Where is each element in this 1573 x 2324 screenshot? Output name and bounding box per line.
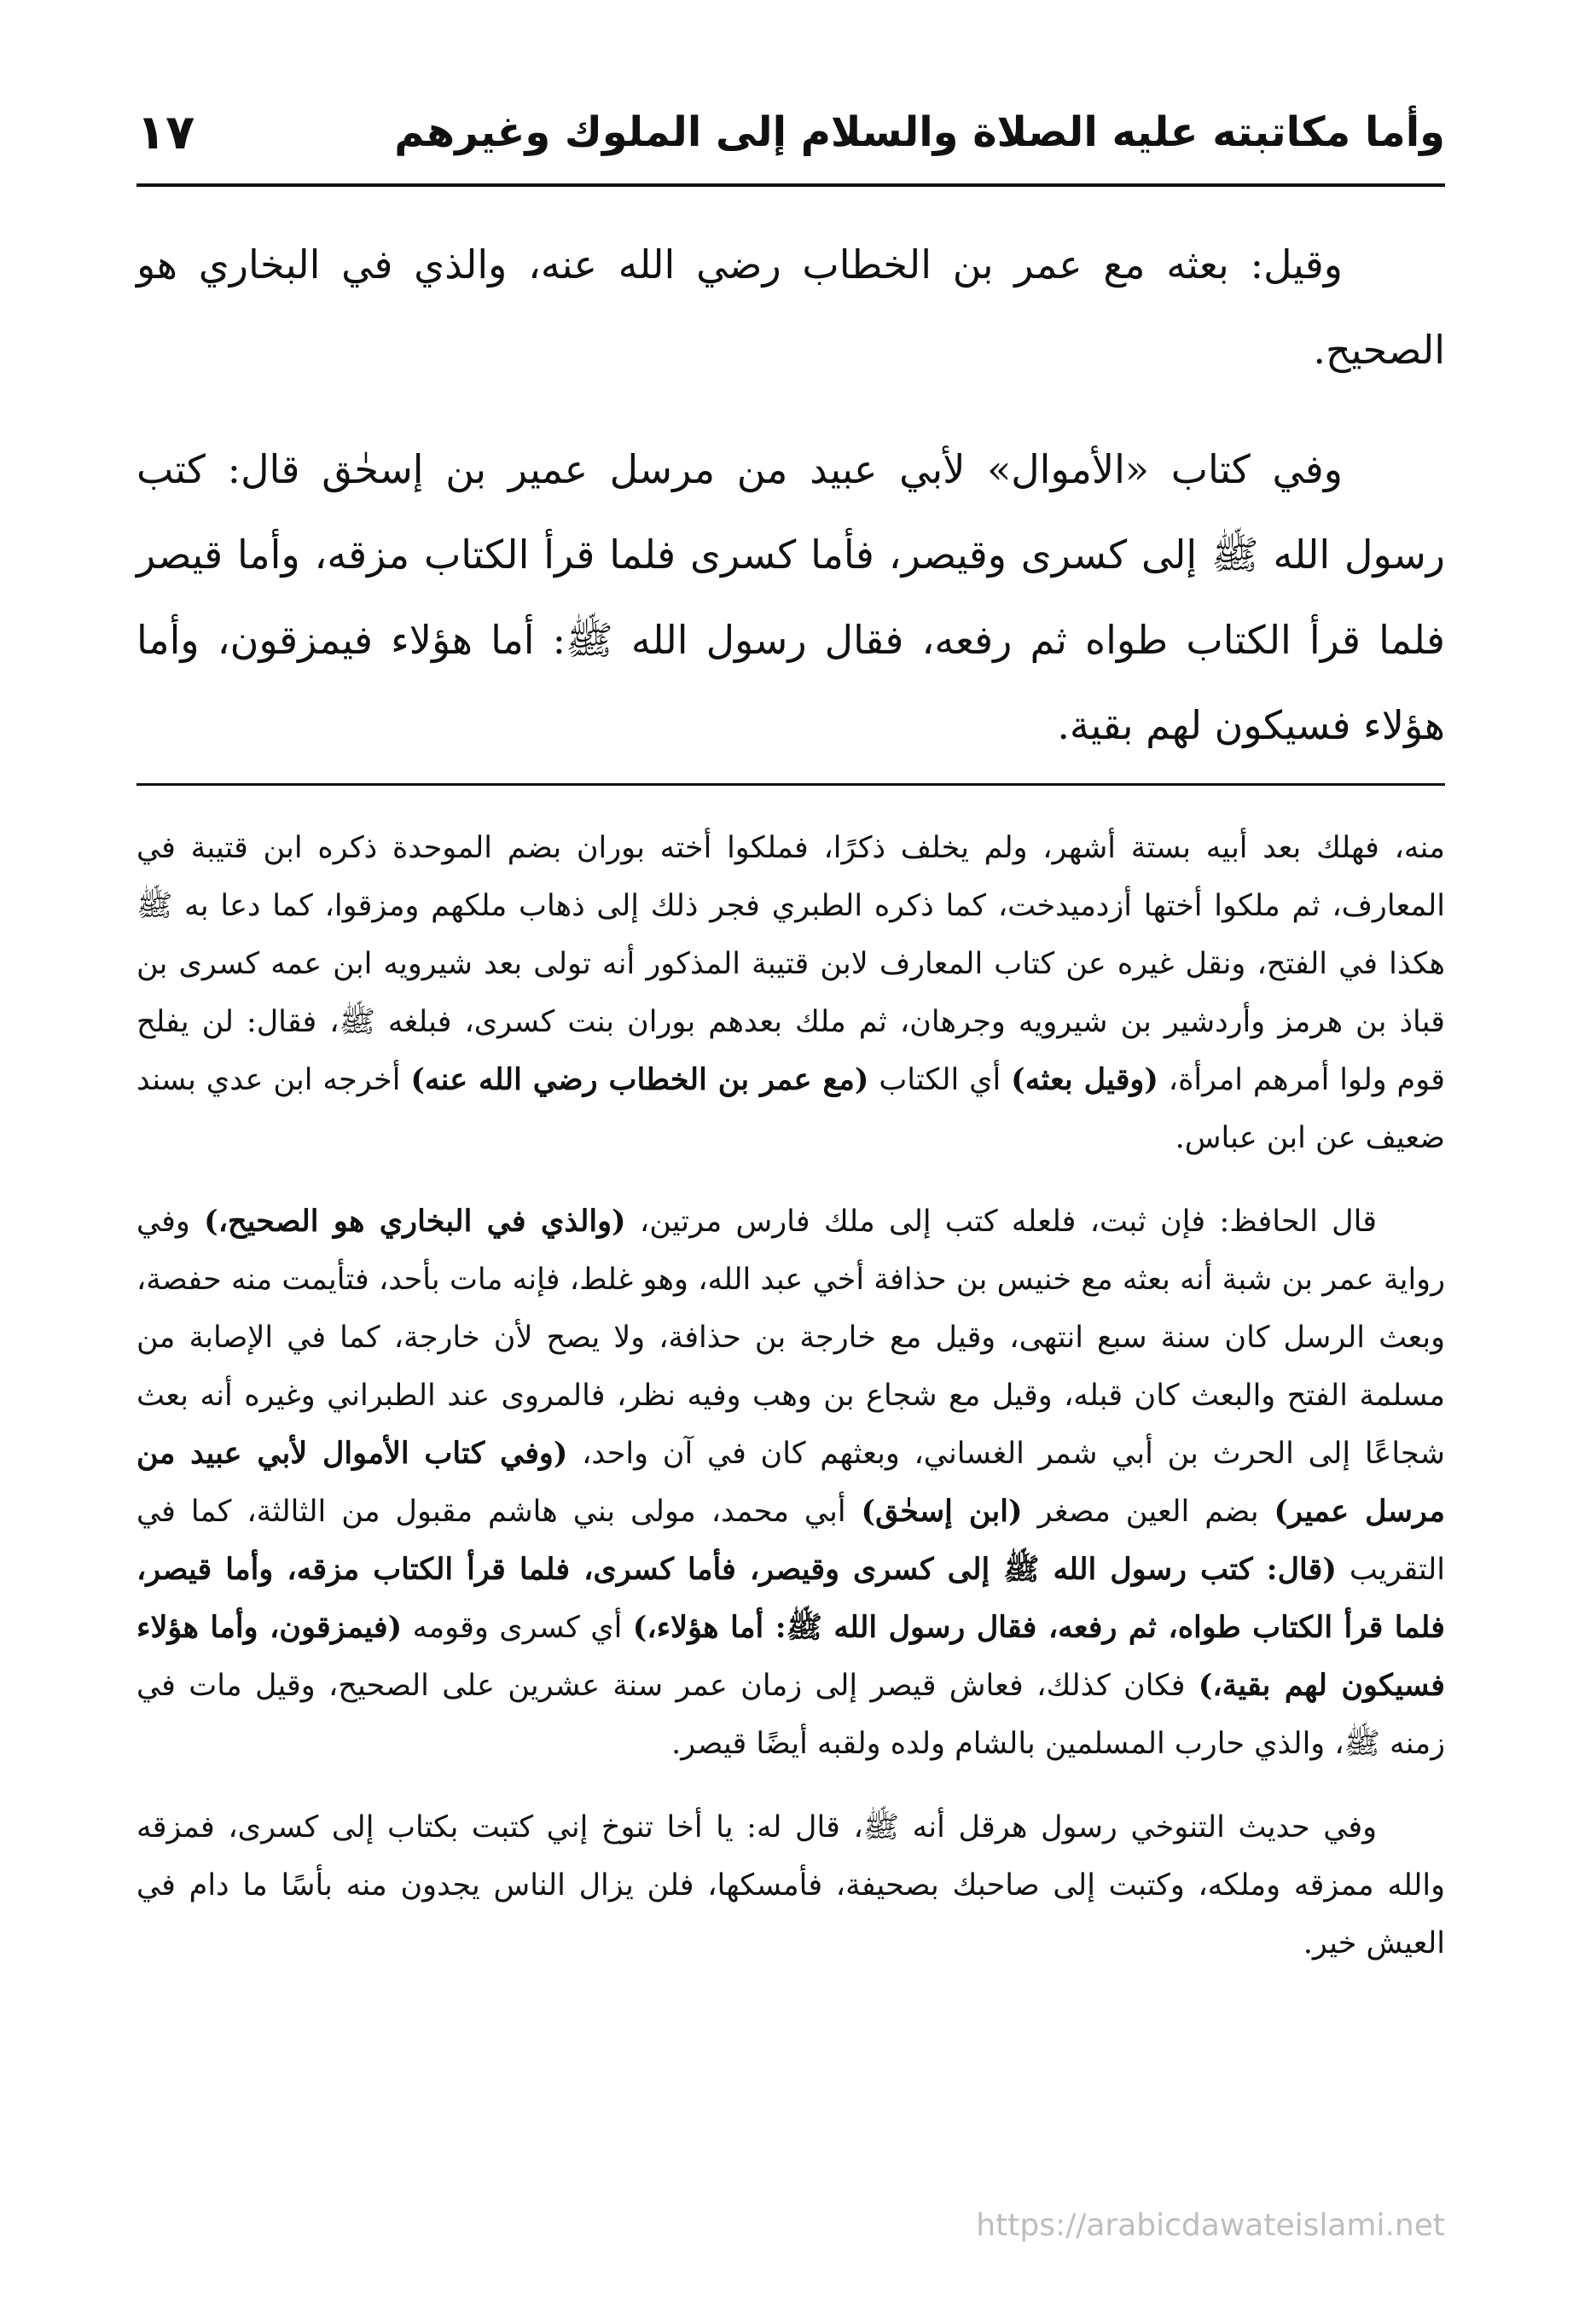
quoted-phrase: (مع عمر بن الخطاب رضي الله عنه) bbox=[410, 1062, 869, 1097]
quoted-phrase: (فيمزقون، وأما هؤلاء فسيكون لهم بقية،) bbox=[136, 1610, 1445, 1703]
commentary bbox=[136, 819, 1445, 1998]
running-title: وأما مكاتبته عليه الصلاة والسلام إلى الملوك وغيرهم bbox=[394, 108, 1445, 156]
main-paragraph-2: وفي كتاب «الأموال» لأبي عبيد من مرسل عمير بن إسحٰق قال: كتب رسول الله ﷺ إلى كسرى وقيصر، فأما كسرى فلما قرأ الكتاب مزقه، وأما قيصر فلما قرأ الكتاب طواه ثم رفعه، فقال رسول الله ﷺ: أما هؤلاء فيمزقون، وأما هؤلاء فسيكون لهم بقية. bbox=[136, 446, 1445, 748]
commentary-text: أي الكتاب bbox=[868, 1063, 1012, 1097]
commentary-paragraph-2 bbox=[136, 1193, 1445, 1773]
commentary-text: أخرجه ابن عدي بسند ضعيف عن ابن عباس. bbox=[136, 1063, 1445, 1155]
commentary-text: أي كسرى وقومه bbox=[402, 1611, 633, 1645]
quoted-phrase: (ابن إسحٰق) bbox=[861, 1494, 1023, 1529]
quoted-phrase: (والذي في البخاري هو الصحيح،) bbox=[204, 1204, 626, 1239]
commentary-text: وفي رواية عمر بن شبة أنه بعثه مع خنيس بن حذافة أخي عبد الله، وهو غلط، فإنه مات بأحد، فتأيمت منه حفصة، وبعث الرسل كان سنة سبع انتهى، وقيل مع خارجة بن حذافة، ولا يصح لأن خارجة، كما في الإصابة من مسلمة الفتح والبعث كان قبله، وقيل مع شجاع بن وهب وفيه نظر، فالمروى عند الطبراني وغيره أنه بعث شجاعًا إلى الحرث بن أبي شمر الغساني، وبعثهم كان في آن واحد، bbox=[136, 1205, 1445, 1471]
commentary-paragraph-3: وفي حديث التنوخي رسول هرقل أنه ﷺ، قال له: يا أخا تنوخ إني كتبت بكتاب إلى كسرى، فمزقه والله ممزقه وملكه، وكتبت إلى صاحبك بصحيفة، فأمسكها، فلن يزال الناس يجدون منه بأسًا ما دام في العيش خير. bbox=[136, 1810, 1445, 1961]
watermark-url: https://arabicdawateislami.net bbox=[976, 2208, 1445, 2243]
page-number: ١٧ bbox=[136, 104, 195, 160]
quoted-phrase: (قال: كتب رسول الله ﷺ إلى كسرى وقيصر، فأما كسرى، فلما قرأ الكتاب مزقه، وأما قيصر، فلما قرأ الكتاب طواه، ثم رفعه، فقال رسول الله ﷺ: أما هؤلاء،) bbox=[136, 1552, 1445, 1645]
footnote-divider bbox=[136, 783, 1445, 786]
commentary-text: قال الحافظ: فإن ثبت، فلعله كتب إلى ملك فارس مرتين، bbox=[625, 1205, 1377, 1239]
page-header bbox=[136, 90, 1445, 175]
commentary-text: بضم العين مصغر bbox=[1022, 1495, 1274, 1529]
commentary-paragraph-1 bbox=[136, 819, 1445, 1167]
main-paragraph-1: وقيل: بعثه مع عمر بن الخطاب رضي الله عنه، والذي في البخاري هو الصحيح. bbox=[136, 241, 1445, 373]
quoted-phrase: (وفي كتاب الأموال لأبي عبيد من مرسل عمير) bbox=[136, 1436, 1445, 1529]
main-text bbox=[136, 222, 1445, 802]
header-rule bbox=[136, 183, 1445, 187]
commentary-text: أبي محمد، مولى بني هاشم مقبول من الثالثة، كما في التقريب bbox=[136, 1495, 1446, 1587]
commentary-text: فكان كذلك، فعاش قيصر إلى زمان عمر سنة عشرين على الصحيح، وقيل مات في زمنه ﷺ، والذي حارب المسلمين بالشام ولده ولقبه أيضًا قيصر. bbox=[136, 1669, 1445, 1761]
commentary-text: منه، فهلك بعد أبيه بستة أشهر، ولم يخلف ذكرًا، فملكوا أخته بوران بضم الموحدة ذكره ابن قتيبة في المعارف، ثم ملكوا أختها أزدميدخت، كما ذكره الطبري فجر ذلك إلى ذهاب ملكهم ومزقوا، كما دعا به ﷺ هكذا في الفتح، ونقل غيره عن كتاب المعارف لابن قتيبة المذكور أنه تولى بعد شيرويه ابن عمه كسرى بن قباذ بن هرمز وأردشير بن شيرويه وجرهان، ثم ملك بعدهم بوران بنت كسرى، فبلغه ﷺ، فقال: لن يفلح قوم ولوا أمرهم امرأة، bbox=[136, 831, 1446, 1097]
quoted-phrase: (وقيل بعثه) bbox=[1011, 1062, 1158, 1097]
